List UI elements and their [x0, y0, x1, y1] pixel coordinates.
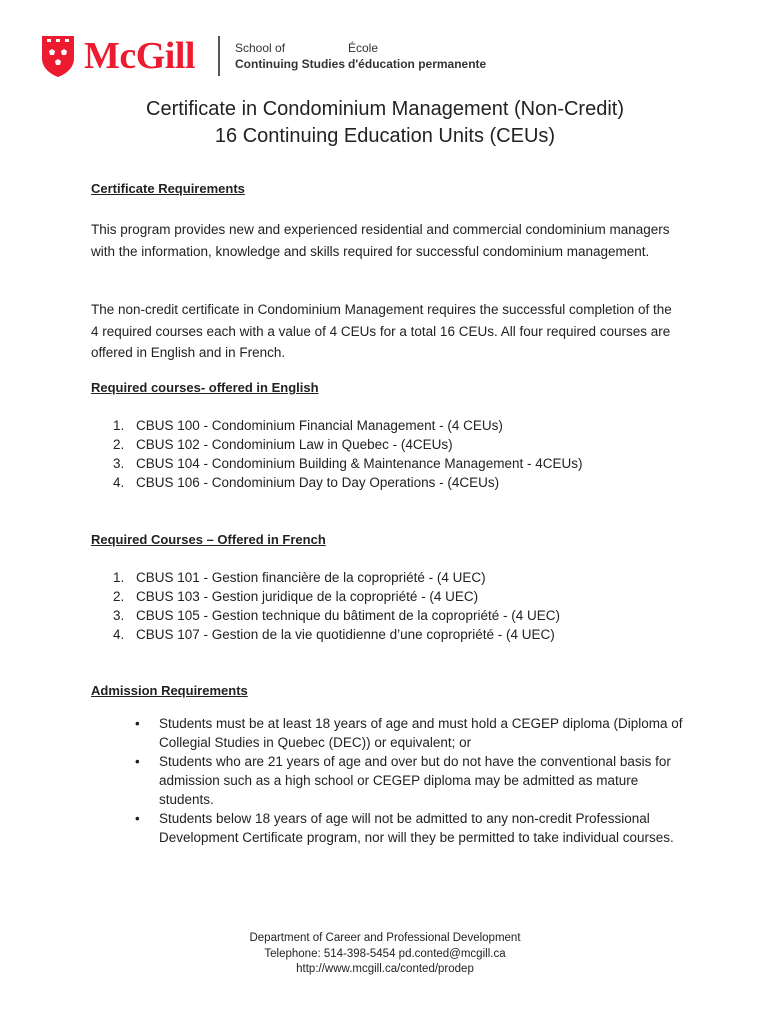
- list-item: 3. CBUS 104 - Condominium Building & Maintenance Management - 4CEUs): [113, 456, 583, 471]
- french-courses-heading: Required Courses – Offered in French: [91, 532, 326, 547]
- list-item: • Students below 18 years of age will not be admitted to any non-credit Professional Development Certificate program, nor will they be permitted to take individual courses.: [135, 811, 674, 845]
- list-item: 4. CBUS 106 - Condominium Day to Day Operations - (4CEUs): [113, 475, 500, 490]
- program-description: This program provides new and experienced residential and commercial condominium managers with the information, knowledge and skills required for successful condominium management.: [91, 222, 670, 259]
- list-item: • Students who are 21 years of age and over but do not have the conventional basis for admission such as a high school or CEGEP diploma may be admitted as mature students.: [135, 754, 671, 807]
- document-title: [0, 96, 770, 150]
- title-line1: Certificate in Condominium Management (Non-Credit): [146, 98, 624, 120]
- list-item: • Students must be at least 18 years of age and must hold a CEGEP diploma (Diploma of Collegial Studies in Quebec (DEC)) or equivalent; or: [135, 716, 683, 750]
- unit-fr-line1: École: [348, 41, 379, 55]
- english-courses-heading: Required courses- offered in English: [91, 380, 319, 395]
- list-item: 1. CBUS 101 - Gestion financière de la copropriété - (4 UEC): [113, 570, 486, 585]
- bullet-icon: •: [135, 811, 140, 826]
- list-item: 2. CBUS 102 - Condominium Law in Quebec - (4CEUs): [113, 437, 453, 452]
- unit-en-line2: Continuing Studies: [235, 57, 345, 71]
- title-line2: 16 Continuing Education Units (CEUs): [214, 125, 556, 147]
- certificate-requirements-heading: Certificate Requirements: [91, 181, 245, 196]
- header-divider: [218, 36, 220, 76]
- bullet-icon: •: [135, 716, 140, 731]
- unit-fr-line2: d'éducation permanente: [348, 57, 487, 71]
- admission-list: [91, 714, 691, 847]
- unit-name-english: [235, 40, 345, 72]
- footer-contact: Telephone: 514-398-5454 pd.conted@mcgill.ca: [264, 947, 506, 960]
- logo-wordmark: McGill: [84, 35, 195, 77]
- unit-en-line1: School of: [235, 41, 286, 55]
- english-course-list: [91, 416, 582, 492]
- french-course-list: [91, 568, 560, 644]
- footer-department: Department of Career and Professional Development: [249, 932, 521, 944]
- list-item: 3. CBUS 105 - Gestion technique du bâtiment de la copropriété - (4 UEC): [113, 608, 560, 623]
- unit-name-french: [348, 40, 486, 72]
- list-item: 4. CBUS 107 - Gestion de la vie quotidienne d’une copropriété - (4 UEC): [113, 627, 555, 642]
- bullet-icon: •: [135, 754, 140, 769]
- list-item: 2. CBUS 103 - Gestion juridique de la copropriété - (4 UEC): [113, 589, 479, 604]
- admission-requirements-heading: Admission Requirements: [91, 683, 248, 698]
- mcgill-crest-icon: [40, 34, 76, 78]
- certificate-completion-text: The non-credit certificate in Condominium Management requires the successful completion of the 4 required courses each with a value of 4 CEUs for a total 16 CEUs. All four required courses are offered in English and in French.: [91, 302, 672, 360]
- footer: [0, 931, 770, 978]
- footer-url-link[interactable]: http://www.mcgill.ca/conted/prodep: [296, 963, 474, 975]
- header: [40, 34, 520, 78]
- list-item: 1. CBUS 100 - Condominium Financial Management - (4 CEUs): [113, 418, 503, 433]
